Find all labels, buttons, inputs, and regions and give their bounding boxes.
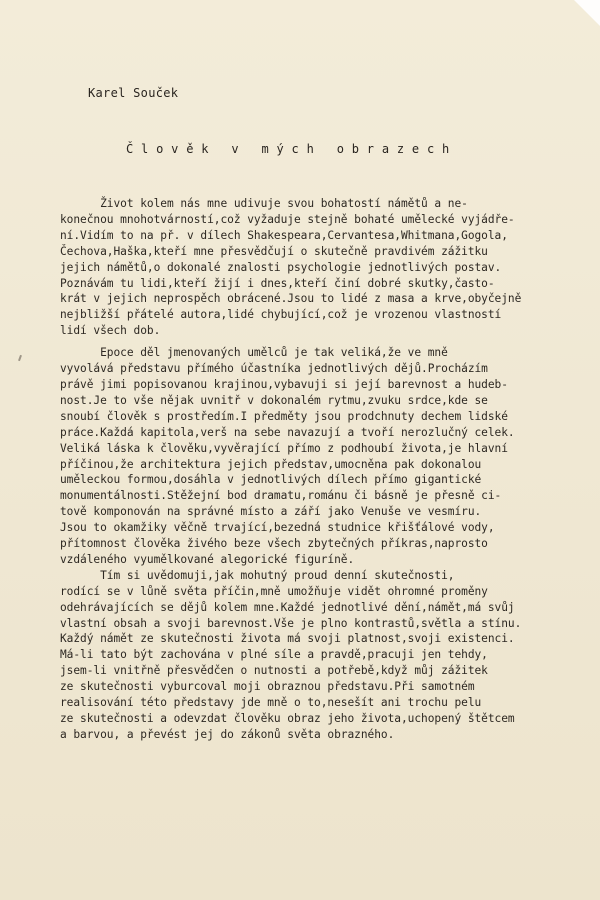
text-line: nost.Je to vše nějak uvnitř v dokonalém rytmu,zvuku srdce,kde se <box>60 393 488 407</box>
text-line: lidí všech dob. <box>60 324 161 338</box>
text-line: Veliká láska k člověku,vyvěrající přímo z podhoubí života,je hlavní <box>60 441 508 455</box>
text-line: krát v jejich neprospěch obrácené.Jsou to lidé z masa a krve,obyčejně <box>60 292 522 306</box>
paragraph-3 <box>60 568 580 743</box>
text-line: Poznávám tu lidi,kteří žijí i dnes,kteří činí dobré skutky,často- <box>60 276 495 290</box>
text-line: tově komponován na správné místo a září jako Venuše ve vesmíru. <box>60 505 482 519</box>
corner-tear <box>574 0 600 26</box>
text-line: vyvolává představu přímého účastníka jednotlivých dějů.Procházím <box>60 362 488 376</box>
text-line: přítomnost člověka živého beze všech zbytečných příkras,naprosto <box>60 537 488 551</box>
text-line: Život kolem nás mne udivuje svou bohatostí námětů a ne- <box>60 197 468 210</box>
text-line: příčinou,že architektura jejich představ,umocněna pak dokonalou <box>60 457 482 471</box>
text-line: Tím si uvědomuji,jak mohutný proud denní skutečnosti, <box>60 568 455 582</box>
margin-mark <box>18 355 22 361</box>
paragraph-2 <box>60 345 580 568</box>
document-title: Č l o v ě k v m ý c h o b r a z e c h <box>126 142 450 156</box>
text-line: nejbližší přátelé autora,lidé chybující,což je vrozenou vlastností <box>60 308 502 322</box>
paragraph-1 <box>60 196 580 339</box>
text-line: monumentálnosti.Stěžejní bod dramatu,románu či básně je přesně ci- <box>60 489 502 503</box>
text-line: ze skutečnosti a odevzdat člověku obraz jeho života,uchopený štětcem <box>60 712 515 725</box>
text-line: jejich námětů,o dokonalé znalosti psychologie jednotlivých postav. <box>60 260 502 274</box>
text-line: snoubí člověk s prostředím.I předměty jsou prodchnuty dechem lidské <box>60 409 508 423</box>
author-name: Karel Souček <box>88 86 179 100</box>
text-line: vzdáleného vyumělkované alegorické figuríně. <box>60 552 355 566</box>
text-line: Čechova,Haška,kteří mne přesvědčují o skutečně pravdivém zážitku <box>60 244 488 258</box>
text-line: a barvou, a převést jej do zákonů světa obrazného. <box>60 727 395 741</box>
text-line: ze skutečnosti vyburcoval moji obraznou představu.Při samotném <box>60 680 475 694</box>
text-line: práce.Každá kapitola,verš na sebe navazují a tvoří nerozlučný celek. <box>60 425 515 439</box>
text-line: právě jimi popisovanou krajinou,vybavuji si její barevnost a hudeb- <box>60 377 508 391</box>
text-line: vlastní obsah a svoji barevnost.Vše je plno kontrastů,světla a stínu. <box>60 616 522 630</box>
text-line: Jsou to okamžiky věčně trvající,bezedná studnice křišťálové vody, <box>60 521 495 535</box>
text-line: rodící se v lůně světa příčin,mně umožňuje vidět ohromné proměny <box>60 584 488 598</box>
text-line: Každý námět ze skutečnosti života má svoji platnost,svoji existenci. <box>60 632 515 646</box>
text-line: konečnou mnohotvárností,což vyžaduje stejně bohaté umělecké vyjádře- <box>60 212 515 226</box>
text-line: jsem-li vnitřně přesvědčen o nutnosti a potřebě,když můj zážitek <box>60 664 488 678</box>
text-line: odehrávajících se dějů kolem mne.Každé jednotlivé dění,námět,má svůj <box>60 600 515 614</box>
text-line: Epoce děl jmenovaných umělců je tak veliká,že ve mně <box>60 346 448 360</box>
text-line: realisování této představy jde mně o to,nesešít ani trochu pelu <box>60 696 482 710</box>
text-line: uměleckou formou,dosáhla v jednotlivých dílech přímo gigantické <box>60 473 482 487</box>
text-line: ní.Vidím to na př. v dílech Shakespeara,Cervantesa,Whitmana,Gogola, <box>60 228 508 242</box>
document-body <box>60 196 580 743</box>
text-line: Má-li tato být zachována v plné síle a pravdě,pracuji jen tehdy, <box>60 648 488 662</box>
